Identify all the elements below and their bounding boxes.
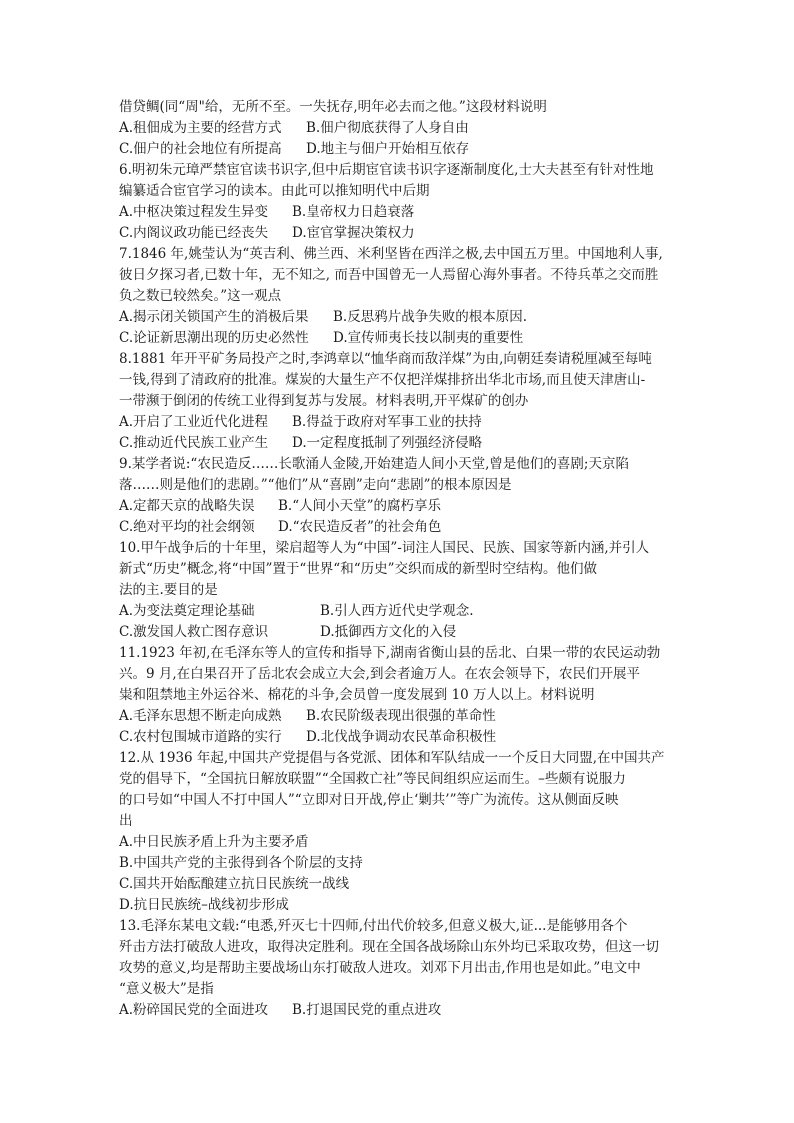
option-c: C.推动近代民族工业产生 [119,435,269,451]
question-6: 6.明初朱元璋严禁宦官读书识字,但中后期宦官读书识字逐渐制度化,士大夫甚至有针对性地 [119,162,654,178]
option-d: D.一定程度抵制了列强经济侵略 [292,435,483,451]
option-a: A.定都天京的战略失误 [119,498,255,514]
option-c: C.内阁议政功能已经丧失 [119,225,269,241]
text-line: 党的倡导下，“全国抗日解放联盟”“全国救亡社”等民间组织应运而生。–些颇有说服力 [119,771,626,787]
option-b: B.反思鸦片战争失败的根本原因. [333,309,528,325]
text-line: “意义极大”是指 [119,981,214,997]
text-line: 新式“历史”概念,将“中国”置于“世界“和“历史”交织而成的新型时空结构。他们做 [119,561,598,577]
question-12: 12.从 1936 年起,中国共产党提倡与各党派、团体和军队结成一一个反日大同盟,在中国共产 [119,750,665,766]
option-a: A.为变法奠定理论基础 [119,603,255,619]
text-line: 粜和阻禁地主外运谷米、棉花的斗争,会员曾一度发展到 10 万人以上。材料说明 [119,687,595,703]
text-line: 落……则是他们的悲剧。”“他们”从“喜剧”走向“悲剧”的根本原因是 [119,477,512,493]
question-13: 13.毛泽东某电文载:“电悉,歼灭七十四师,付出代价较多,但意义极大,证...是能够用各个 [119,918,628,934]
option-b: B.皇帝权力日趋衰落 [292,204,415,220]
option-b: B.农民阶级表现出很强的革命性 [306,708,496,724]
option-b: B.引人西方近代史学观念. [320,603,474,619]
text-line: 歼击方法打破敌人进攻，取得决定胜利。现在全国各战场除山东外均已采取攻势，但这一切 [119,939,659,955]
option-b: B.“人间小天堂”的腐朽享乐 [278,498,442,514]
option-b: B.得益于政府对军事工业的扶持 [292,414,482,430]
option-d: D.“农民造反者”的社会角色 [278,519,442,535]
option-d: D.北伐战争调动农民革命积极性 [306,729,497,745]
option-d: D.抗日民族统–战线初步形成 [119,897,289,913]
option-c: C.国共开始酝酿建立抗日民族统一战线 [119,876,350,892]
text-line: 法的主.要目的是 [119,582,218,598]
option-b: B.打退国民党的重点进攻 [292,1002,442,1018]
text-line: 攻势的意义,均是帮助主要战场山东打破敌人进攻。刘邓下月出击,作用也是如此。”电文中 [119,960,641,976]
option-c: C.激发国人救亡图存意识 [119,624,269,640]
option-a: A.毛泽东思想不断走向成熟 [119,708,282,724]
option-a: A.中日民族矛盾上升为主要矛盾 [119,834,309,850]
text-line: 一带濒于倒闭的传统工业得到复苏与发展。材料表明,开平煤矿的创办 [119,393,529,409]
option-a: A.揭示闭关锁国产生的消极后果 [119,309,309,325]
text-line: 的口号如“中国人不打中国人”“立即对日开战,停止‘剿共’”等广为流传。这从侧面反映 [119,792,619,808]
text-line: 出 [119,813,133,829]
option-b: B.中国共产党的主张得到各个阶层的支持 [119,855,363,871]
option-c: C.农村包围城市道路的实行 [119,729,282,745]
option-d: D.宦官掌握决策权力 [292,225,415,241]
text-line: 编纂适合宦官学习的读本。由此可以推知明代中后期 [119,183,430,199]
option-a: A.粉碎国民党的全面进攻 [119,1002,269,1018]
question-10: 10.甲午战争后的十年里，梁启超等人为“中国”-词注人国民、民族、国家等新内涵,并引人 [119,540,650,556]
question-11: 11.1923 年初,在毛泽东等人的宣传和指导下,湖南省衡山县的岳北、白果一带的农民运动勃 [119,645,661,661]
option-d: D.地主与佃户开始相互依存 [306,141,470,157]
option-d: D.抵御西方文化的入侵 [320,624,457,640]
option-c: C.绝对平均的社会纲领 [119,519,255,535]
option-c: C.论证新思潮出现的历史必然性 [119,330,309,346]
option-c: C.佃户的社会地位有所提高 [119,141,282,157]
text-line: 彼日夕探习者,已数十年，无不知之, 而吾中国曾无一人焉留心海外事者。不待兵革之交而胜 [119,267,659,283]
option-a: A.租佃成为主要的经营方式 [119,120,282,136]
text-line: 兴。9 月,在白果召开了岳北农会成立大会,到会者逾万人。在农会领导下，农民们开展平 [119,666,640,682]
question-8: 8.1881 年开平矿务局投产之时,李鸿章以“恤华商而敌洋煤”为由,向朝廷奏请税厘减至每吨 [119,351,652,367]
option-d: D.宣传师夷长技以制夷的重要性 [333,330,524,346]
text-line: 借贷鲷(同“周"给，无所不至。一失抚存,明年必去而之他。”这段材料说明 [119,99,547,115]
option-a: A.中枢决策过程发生异变 [119,204,269,220]
option-a: A.开启了工业近代化进程 [119,414,269,430]
text-line: 一钱,得到了清政府的批准。煤炭的大量生产不仅把洋煤排挤出华北市场,而且使天津唐山- [119,372,646,388]
text-line: 负之数已较然矣。”这一观点 [119,288,282,304]
option-b: B.佃户彻底获得了人身自由 [306,120,469,136]
question-7: 7.1846 年,姚莹认为“英吉利、佛兰西、米利坚皆在西洋之极,去中国五万里。中国地利人事, [119,246,663,262]
question-9: 9.某学者说:“农民造反……长歌涌人金陵,开始建造人间小天堂,曾是他们的喜剧;天京陷 [119,456,629,472]
